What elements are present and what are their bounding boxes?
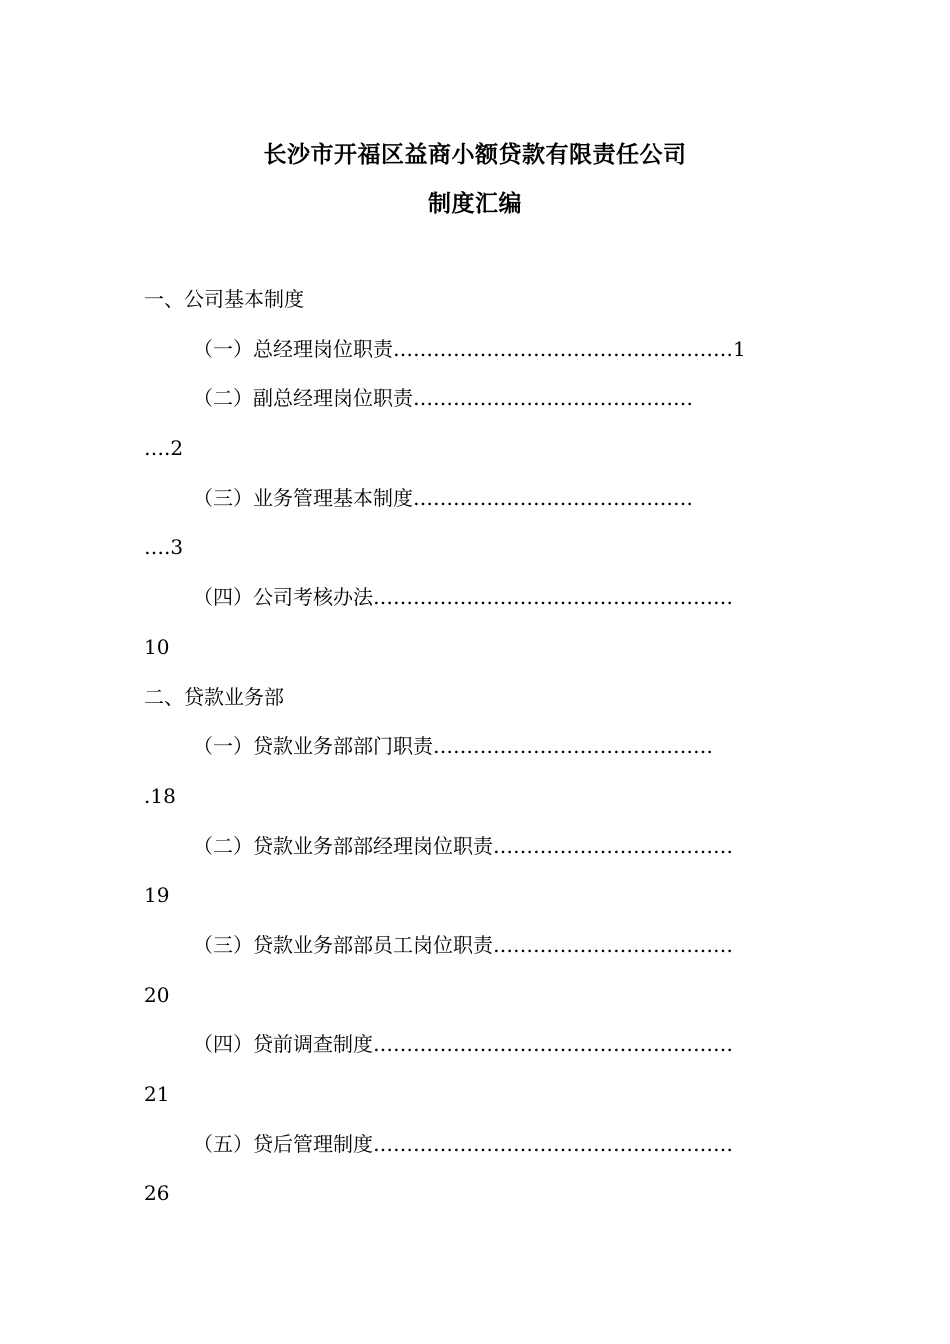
toc-entry: （二）副总经理岗位职责…………………………………… (193, 386, 693, 411)
toc-section-heading: 一、公司基本制度 (144, 287, 304, 311)
document-title: 长沙市开福区益商小额贷款有限责任公司 (263, 142, 687, 168)
toc-page-number: .18 (144, 783, 176, 808)
toc-page-number: 20 (144, 982, 170, 1007)
toc-entry: （五）贷后管理制度……………………………………………… (193, 1131, 733, 1156)
toc-entry: （一）贷款业务部部门职责…………………………………… (193, 734, 713, 759)
toc-page-number: ….2 (144, 436, 184, 461)
toc-entry: （四）公司考核办法……………………………………………… (193, 585, 733, 610)
document-subtitle: 制度汇编 (428, 191, 522, 217)
toc-entry: （四）贷前调查制度……………………………………………… (193, 1032, 733, 1057)
toc-entry: （三）业务管理基本制度…………………………………… (193, 485, 693, 510)
toc-page-number: 26 (144, 1181, 170, 1206)
toc-entry: （二）贷款业务部部经理岗位职责……………………………… (193, 833, 733, 858)
toc-entry: （三）贷款业务部部员工岗位职责……………………………… (193, 932, 733, 957)
table-of-contents (0, 284, 950, 1228)
toc-page-number: 10 (144, 634, 170, 659)
toc-page-number: 19 (144, 883, 170, 908)
toc-page-number: 21 (144, 1082, 170, 1106)
toc-page-number: ….3 (144, 535, 184, 560)
toc-entry: （一）总经理岗位职责……………………………………………1 (193, 336, 746, 361)
toc-section-heading: 二、贷款业务部 (144, 684, 284, 709)
